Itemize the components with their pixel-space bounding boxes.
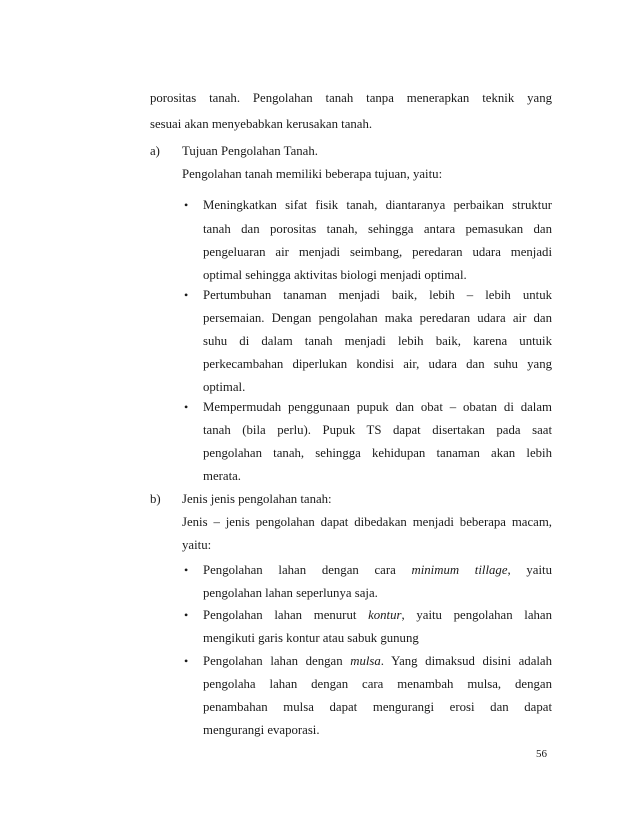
b-bullet-3-line-2: pengolaha lahan dengan cara menambah mulsa, dengan [203,677,552,691]
bullet-icon: • [184,608,189,622]
a-bullet-3-line-3: pengolahan tanah, sehingga kehidupan tanaman akan lebih [203,446,552,460]
section-a-heading: Tujuan Pengolahan Tanah. [182,144,318,158]
intro-line-1: porositas tanah. Pengolahan tanah tanpa menerapkan teknik yang [150,91,552,105]
section-b-lead-line-1: Jenis – jenis pengolahan dapat dibedakan menjadi beberapa macam, [182,515,552,529]
bullet-icon: • [184,198,189,212]
section-b-marker: b) [150,492,161,506]
b-bullet-2-line-1: Pengolahan lahan menurut kontur, yaitu pengolahan lahan [203,608,552,622]
bullet-icon: • [184,563,189,577]
term-kontur: kontur [368,608,402,622]
b-bullet-1-line-2: pengolahan lahan seperlunya saja. [203,586,378,600]
section-b-lead-line-2: yaitu: [182,538,212,552]
section-b-heading: Jenis jenis pengolahan tanah: [182,492,332,506]
a-bullet-1-line-3: pengeluaran air menjadi seimbang, peredaran udara menjadi [203,245,552,259]
a-bullet-2-line-4: perkecambahan diperlukan kondisi air, udara dan suhu yang [203,357,552,371]
a-bullet-1-line-2: tanah dan porositas tanah, sehingga antara pemasukan dan [203,222,552,236]
a-bullet-2-line-1: Pertumbuhan tanaman menjadi baik, lebih – lebih untuk [203,288,552,302]
bullet-icon: • [184,654,189,668]
bullet-icon: • [184,400,189,414]
b-bullet-2-line-2: mengikuti garis kontur atau sabuk gunung [203,631,419,645]
a-bullet-2-line-2: persemaian. Dengan pengolahan maka peredaran udara air dan [203,311,552,325]
b-bullet-3-line-1: Pengolahan lahan dengan mulsa. Yang dimaksud disini adalah [203,654,553,668]
a-bullet-1-line-1: Meningkatkan sifat fisik tanah, diantaranya perbaikan struktur [203,198,552,212]
term-minimum-tillage: minimum tillage [411,563,508,577]
section-a-marker: a) [150,144,160,158]
page-number: 56 [536,748,547,760]
a-bullet-2-line-3: suhu di dalam tanah menjadi lebih baik, karena untuik [203,334,552,348]
b-bullet-1-line-1: Pengolahan lahan dengan cara minimum tillage, yaitu [203,563,552,577]
a-bullet-1-line-4: optimal sehingga aktivitas biologi menjadi optimal. [203,268,467,282]
a-bullet-3-line-1: Mempermudah penggunaan pupuk dan obat – obatan di dalam [203,400,552,414]
a-bullet-2-line-5: optimal. [203,380,246,394]
bullet-icon: • [184,288,189,302]
a-bullet-3-line-4: merata. [203,469,242,483]
section-a-lead: Pengolahan tanah memiliki beberapa tujuan, yaitu: [182,167,443,181]
a-bullet-3-line-2: tanah (bila perlu). Pupuk TS dapat disertakan pada saat [203,423,552,437]
b-bullet-3-line-3: penambahan mulsa dapat mengurangi erosi dan dapat [203,700,552,714]
term-mulsa: mulsa [350,654,381,668]
b-bullet-3-line-4: mengurangi evaporasi. [203,723,320,737]
intro-line-2: sesuai akan menyebabkan kerusakan tanah. [150,117,373,131]
